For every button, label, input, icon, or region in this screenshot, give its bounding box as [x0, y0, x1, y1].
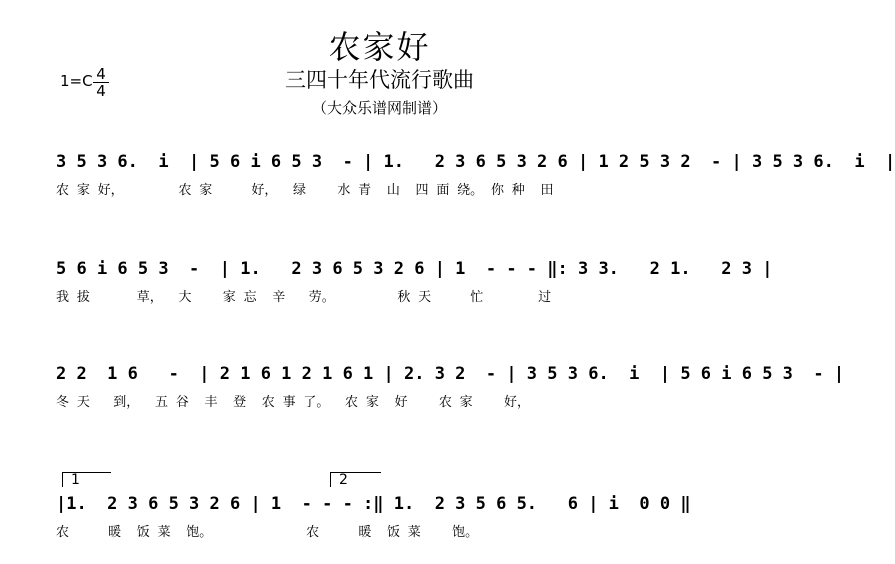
- score-line-4: [0, 494, 759, 564]
- lyrics-line-2: 我 拔 草， 大 家 忘 辛 劳。 秋 天 忙 过: [56, 290, 552, 305]
- volta-label-1: 1: [71, 472, 80, 488]
- time-signature: [93, 66, 109, 99]
- notes-line-1: 3 5 3 6. i | 5 6 i 6 5 3 - | 1. 2 3 6 5 3 2 6 | 1 2 5 3 2 - | 3 5 3 6. i |: [56, 152, 895, 172]
- notes-line-2: 5 6 i 6 5 3 - | 1. 2 3 6 5 3 2 6 | 1 - - - ‖: 3 3. 2 1. 2 3 |: [56, 259, 773, 279]
- volta-first-ending: [62, 472, 111, 487]
- score-line-3: [0, 364, 845, 434]
- lyrics-line-1: 农 家 好， 农 家 好， 绿 水 青 山 四 面 绕。 你 种 田: [56, 183, 554, 198]
- meter-bottom: 4: [96, 82, 106, 100]
- song-title: 农家好: [328, 28, 431, 66]
- lyrics-line-3: 冬 天 到， 五 谷 丰 登 农 事 了。 农 家 好 农 家 好，: [56, 395, 530, 410]
- notes-line-4: |1. 2 3 6 5 3 2 6 | 1 - - - :‖ 1. 2 3 5 6 5. 6 | i 0 0 ‖: [56, 494, 691, 514]
- lyrics-line-4: 农 暖 饭 菜 饱。 农 暖 饭 菜 饱。: [56, 525, 479, 540]
- volta-second-ending: [330, 472, 381, 487]
- key-signature: 1=C: [60, 72, 93, 90]
- score-line-2: [0, 259, 773, 329]
- notes-line-3: 2 2 1 6 - | 2 1 6 1 2 1 6 1 | 2. 3 2 - | 3 5 3 6. i | 5 6 i 6 5 3 - |: [56, 364, 845, 384]
- meter-top: 4: [93, 66, 109, 83]
- volta-label-2: 2: [339, 472, 348, 488]
- score-credit: （大众乐谱网制谱）: [311, 99, 447, 117]
- song-subtitle: 三四十年代流行歌曲: [285, 68, 474, 92]
- score-line-1: [0, 152, 895, 222]
